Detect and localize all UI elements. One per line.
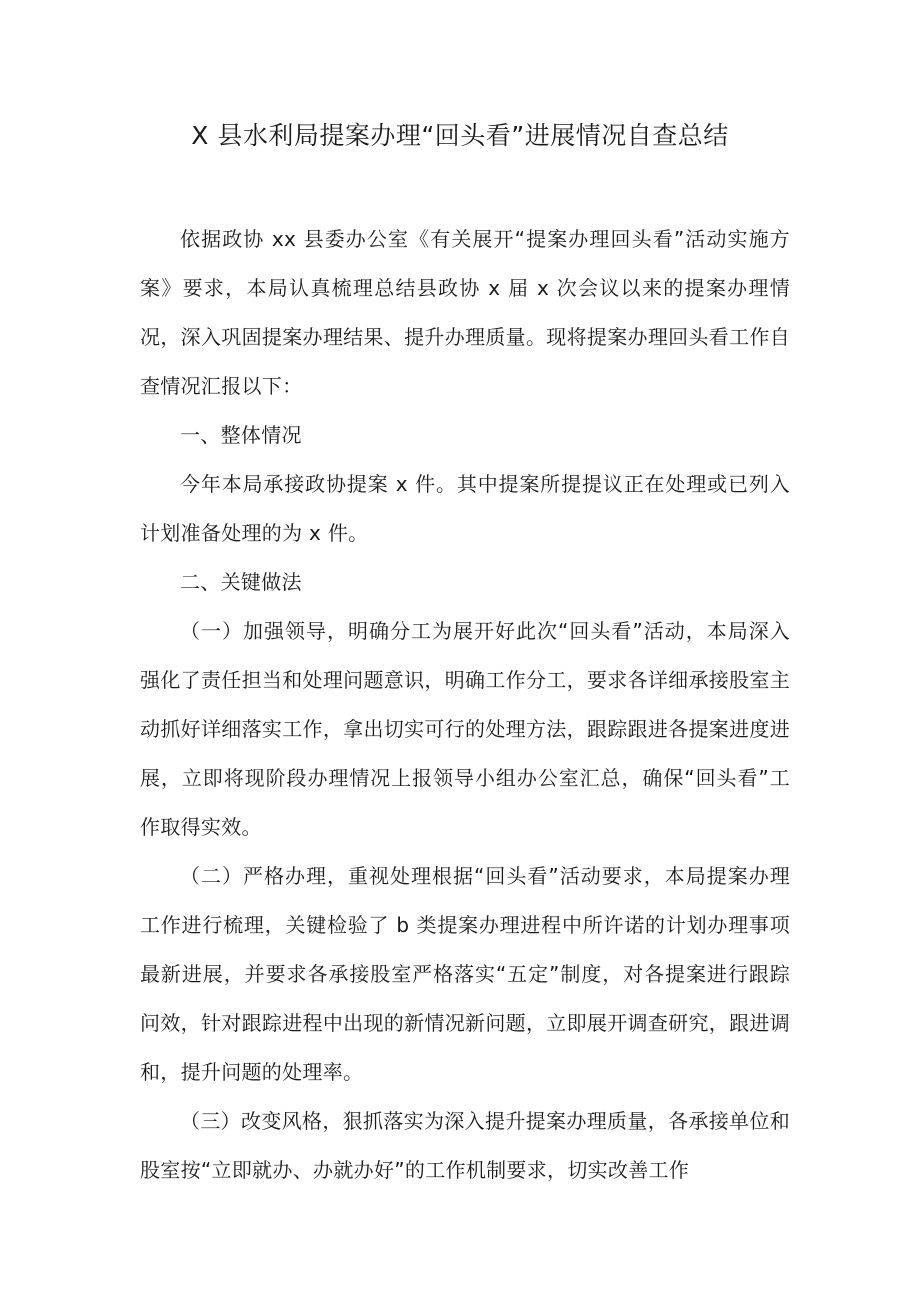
paragraph-practice-3: （三）改变风格，狠抓落实为深入提升提案办理质量，各承接单位和股室按“立即就办、办就办好”的工作机制要求，切实改善工作	[140, 1109, 790, 1182]
paragraph-practice-2: （二）严格办理，重视处理根据“回头看”活动要求，本局提案办理工作进行梳理，关键检验了 b 类提案办理进程中所许诺的计划办理事项最新进展，并要求各承接股室严格落实“五定”制度，对各提案进行跟踪问效，针对跟踪进程中出现的新情况新问题，立即展开调查研究，跟进调和，提升问题的处理率。	[140, 864, 790, 1084]
document-body	[140, 215, 790, 1195]
section-heading-overview: 一、整体情况	[180, 423, 302, 447]
section-heading-key-practices: 二、关键做法	[180, 570, 302, 594]
document-title: X 县水利局提案办理“回头看”进展情况自查总结	[191, 121, 729, 150]
paragraph-intro: 依据政协 xx 县委办公室《有关展开“提案办理回头看”活动实施方案》要求，本局认真梳理总结县政协 x 届 x 次会议以来的提案办理情况，深入巩固提案办理结果、提升办理质量。现将提案办理回头看工作自查情况汇报以下：	[140, 227, 790, 398]
paragraph-overview: 今年本局承接政协提案 x 件。其中提案所提提议正在处理或已列入计划准备处理的为 x 件。	[140, 472, 790, 545]
paragraph-practice-1: （一）加强领导，明确分工为展开好此次“回头看”活动，本局深入强化了责任担当和处理问题意识，明确工作分工，要求各详细承接股室主动抓好详细落实工作，拿出切实可行的处理方法，跟踪跟进各提案进度进展，立即将现阶段办理情况上报领导小组办公室汇总，确保“回头看”工作取得实效。	[140, 619, 790, 839]
